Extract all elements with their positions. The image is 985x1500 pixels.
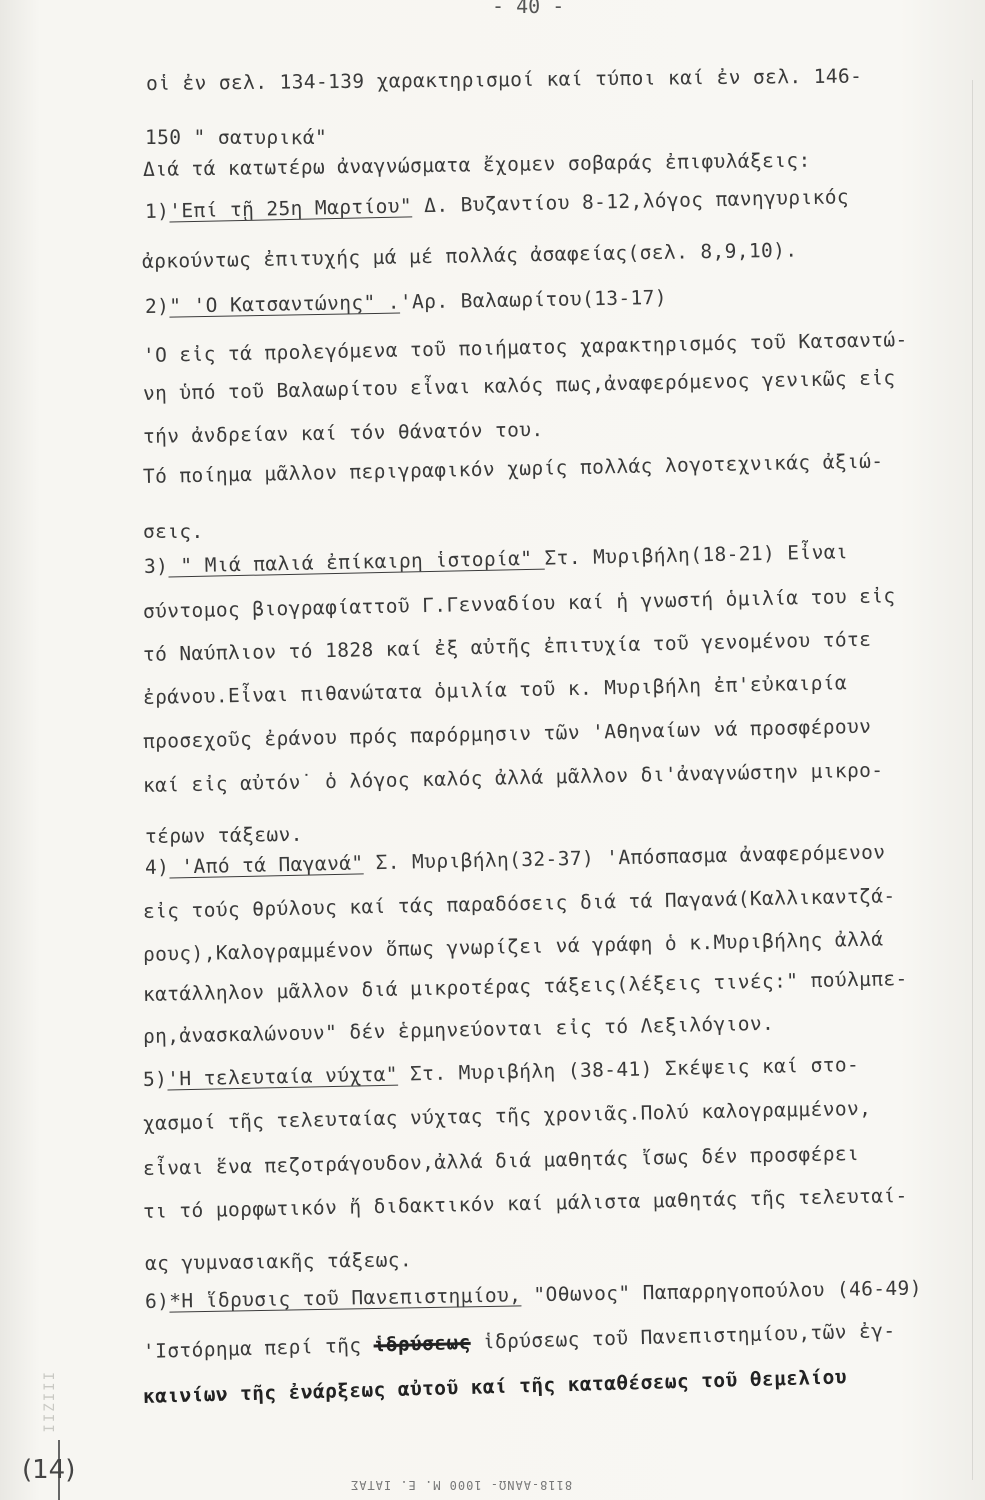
printer-imprint: 8118-ΑΑΝΩ- 1000 Μ. Ε. ΙΑΤΑΣ	[350, 1478, 573, 1492]
text-line: ρους),Καλογραμμένον ὅπως γνωρίζει νά γράφη ὁ κ.Μυριβήλης ἀλλά	[142, 927, 884, 966]
reading-title: 'Η τελευταία νύχτα"	[167, 1062, 399, 1091]
text-line: τι τό μορφωτικόν ἤ διδακτικόν καί μάλιστα μαθητάς τῆς τελευταί-	[142, 1183, 908, 1223]
text-line: εἰς τούς θρύλους καί τάς παραδόσεις διά τά Παγανά(Καλλικαντζά-	[142, 884, 896, 923]
text-line: νη ὑπό τοῦ Βαλαωρίτου εἶναι καλός πως,ἀναφερόμενος γενικῶς εἰς	[142, 366, 896, 405]
text-line: προσεχοῦς ἐράνου πρός παρόρμησιν τῶν 'Αθηναίων νά προσφέρουν	[142, 714, 872, 753]
page-margin-note: (14)	[22, 1455, 76, 1485]
text-line: ρη,ἀνασκαλώνουν" δέν ἑρμηνεύονται εἰς τό Λεξιλόγιον.	[142, 1011, 775, 1048]
text-span: Στ. Μυριβήλη(18-21) Εἶναι	[544, 540, 849, 570]
text-line: ἀρκούντως ἐπιτυχής μά μέ πολλάς ἀσαφείας(σελ. 8,9,10).	[141, 238, 798, 273]
reading-title: 'Επί τῇ 25η Μαρτίου"	[169, 194, 413, 223]
reading-title: " Μιά παλιά ἐπίκαιρη ἱστορία"	[168, 546, 545, 578]
bleed-through-mark: ΙΙΖΙΙΙ	[42, 1370, 58, 1433]
text-line: σύντομος βιογραφίαττοῦ Γ.Γενναδίου καί ἡ γνωστή ὁμιλία του εἰς	[142, 584, 896, 623]
text-line	[143, 1319, 896, 1363]
list-item-2-heading	[145, 286, 667, 318]
text-line: Διά τά κατωτέρω ἀναγνώσματα ἔχομεν σοβαράς ἐπιφυλάξεις:	[142, 148, 811, 181]
text-span: ἱδρύσεως τοῦ Πανεπιστημίου,τῶν ἐγ-	[470, 1318, 896, 1354]
item-number: 3)	[143, 554, 169, 578]
text-line: τό Ναύπλιον τό 1828 καί ἐξ αὐτῆς ἐπιτυχία τοῦ γενομένου τότε	[142, 627, 872, 666]
item-number: 1)	[144, 199, 170, 223]
text-line: 150 " σατυρικά"	[145, 126, 328, 149]
text-span: 'Αρ. Βαλαωρίτου(13-17)	[399, 285, 668, 314]
text-line: καί εἰς αὐτόν˙ ὁ λόγος καλός ἀλλά μᾶλλον δι'ἀναγνώστην μικρο-	[142, 758, 884, 797]
text-line: χασμοί τῆς τελευταίας νύχτας τῆς χρονιᾶς.Πολύ καλογραμμένον,	[142, 1096, 872, 1135]
text-line: σεις.	[143, 520, 204, 543]
text-line: ας γυμνασιακῆς τάξεως.	[144, 1248, 413, 1275]
struck-word: ἱδρύσεως	[373, 1330, 471, 1357]
list-item-6-heading	[145, 1276, 922, 1313]
list-item-1-heading	[145, 185, 849, 223]
list-item-3-heading	[144, 540, 848, 578]
item-number: 2)	[144, 294, 170, 318]
text-span: Σ. Μυριβήλη(32-37) 'Απόσπασμα ἀναφερόμενον	[363, 840, 886, 875]
reading-title: *Η ἵδρυσις τοῦ Πανεπιστημίου,	[169, 1283, 522, 1313]
text-span: 'Ιστόρημα περί τῆς	[142, 1333, 374, 1363]
text-line: ἐράνου.Εἶναι πιθανώτατα ὁμιλία τοῦ κ. Μυριβήλη ἐπ'εὐκαιρία	[142, 671, 848, 709]
text-line: 'Ο εἰς τά προλεγόμενα τοῦ ποιήματος χαρακτηρισμός τοῦ Κατσαντώ-	[142, 327, 908, 367]
page-edge-shadow	[972, 80, 973, 1480]
text-line: εἶναι ἕνα πεζοτράγουδον,ἀλλά διά μαθητάς ἴσως δέν προσφέρει	[142, 1142, 860, 1180]
text-line: καινίων τῆς ἐνάρξεως αὐτοῦ καί τῆς καταθέσεως τοῦ θεμελίου	[142, 1365, 848, 1408]
text-line: Τό ποίημα μᾶλλον περιγραφικόν χωρίς πολλάς λογοτεχνικάς ἀξιώ-	[142, 449, 884, 488]
text-span: Στ. Μυριβήλη (38-41) Σκέψεις καί στο-	[397, 1053, 860, 1086]
text-line: τήν ἀνδρείαν καί τόν θάνατόν του.	[142, 418, 544, 448]
reading-title: " 'Ο Κατσαντώνης" .	[169, 290, 401, 318]
text-span: "Οθωνος" Παπαρρηγοπούλου (46-49)	[521, 1276, 923, 1307]
text-line: τέρων τάξεων.	[144, 822, 303, 848]
list-item-5-heading	[143, 1053, 860, 1091]
page-number: - 40 -	[492, 0, 565, 18]
item-number: 6)	[144, 1289, 170, 1313]
text-line: οἱ ἐν σελ. 134-139 χαρακτηρισμοί καί τύποι καί ἐν σελ. 146-	[145, 64, 863, 95]
text-line: κατάλληλον μᾶλλον διά μικροτέρας τάξεις(λέξεις τινές:" πούλμπε-	[142, 966, 908, 1006]
item-number: 5)	[142, 1067, 168, 1091]
item-number: 4)	[144, 855, 170, 879]
reading-title: 'Από τά Παγανά"	[169, 851, 364, 879]
text-span: Δ. Βυζαντίου 8-12,λόγος πανηγυρικός	[411, 185, 850, 218]
